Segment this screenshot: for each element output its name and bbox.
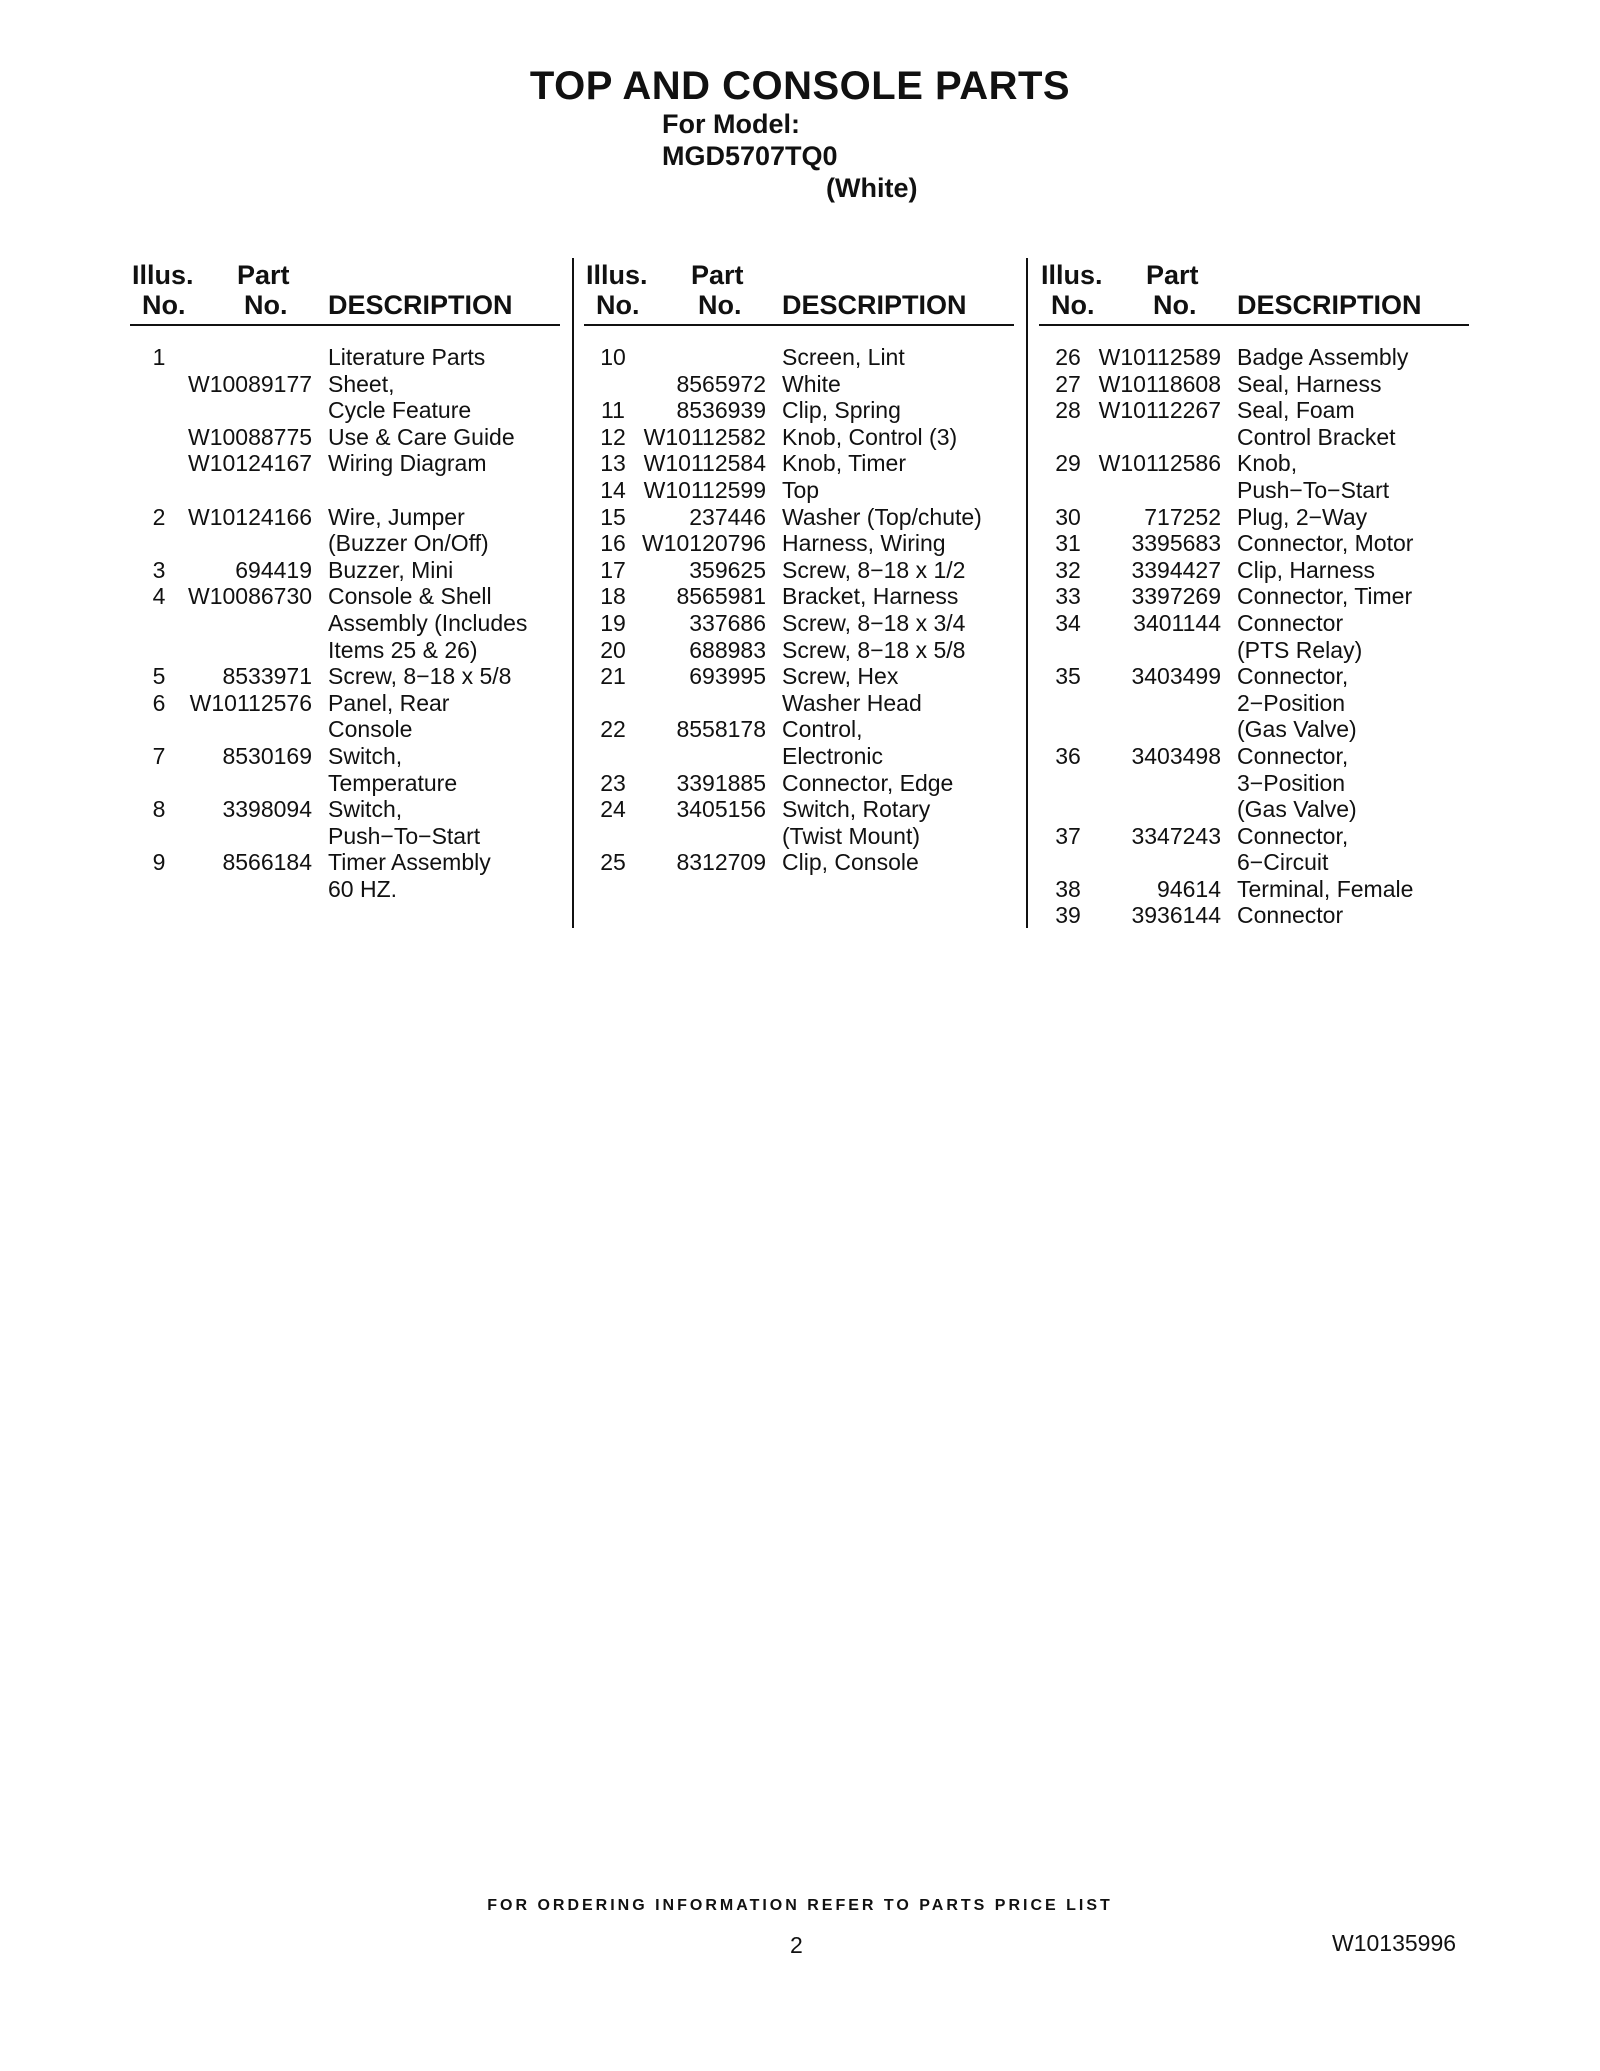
illus-number: 33 — [1055, 583, 1081, 610]
part-number — [188, 823, 328, 850]
illus-number: 36 — [1055, 742, 1081, 769]
illus-number: 11 — [601, 397, 625, 424]
illus-number: 24 — [600, 796, 626, 823]
illus-number: 1 — [152, 344, 166, 370]
table-row — [584, 849, 1014, 876]
table-row — [130, 344, 560, 371]
table-row — [130, 610, 560, 637]
illus-number: 15 — [600, 503, 626, 530]
table-row — [1039, 450, 1469, 477]
table-row — [130, 823, 560, 850]
illus-number: 23 — [600, 769, 626, 796]
part-description: Connector, Edge — [782, 769, 954, 796]
illus-number — [130, 610, 188, 637]
illus-number: 39 — [1055, 902, 1081, 929]
table-row — [1039, 743, 1469, 770]
part-number: 694419 — [235, 556, 312, 583]
table-row — [584, 743, 1014, 770]
part-description: Connector — [1237, 902, 1344, 929]
illus-number — [584, 371, 642, 398]
table-row — [1039, 610, 1469, 637]
illus-number: 38 — [1055, 875, 1081, 902]
page-subtitle — [662, 108, 922, 204]
page-number: 2 — [790, 1932, 803, 1958]
part-number — [188, 637, 328, 664]
part-description: Connector, — [1237, 822, 1349, 849]
part-number — [642, 690, 782, 717]
column-header — [1039, 258, 1469, 326]
illus-number — [130, 397, 188, 424]
table-row — [584, 663, 1014, 690]
part-description: Temperature — [328, 769, 458, 796]
table-row — [584, 530, 1014, 557]
illus-number — [1039, 637, 1097, 664]
part-number: 8536939 — [676, 397, 766, 424]
header-part-no: No. — [698, 290, 742, 320]
illus-number: 37 — [1055, 822, 1081, 849]
part-description: Knob, Timer — [782, 450, 906, 477]
part-number: W10124166 — [188, 503, 313, 530]
part-description: (Buzzer On/Off) — [328, 530, 489, 557]
table-row — [584, 583, 1014, 610]
part-number: 3401144 — [1133, 609, 1221, 636]
table-row — [130, 690, 560, 717]
part-description: Panel, Rear — [328, 689, 450, 716]
header-illus: Illus. — [132, 260, 194, 290]
illus-number: 19 — [600, 609, 626, 636]
illus-number — [1039, 849, 1097, 876]
part-description: Push−To−Start — [328, 822, 481, 849]
illus-number — [130, 716, 188, 743]
part-number: 337686 — [689, 609, 766, 636]
part-number: 3394427 — [1131, 556, 1221, 583]
part-number: 8533971 — [222, 663, 312, 690]
table-row — [1039, 504, 1469, 531]
table-row — [130, 450, 560, 477]
illus-number: 17 — [600, 556, 626, 583]
illus-number: 16 — [600, 530, 626, 557]
part-number — [1097, 424, 1237, 451]
table-row — [130, 876, 560, 903]
part-description: Buzzer, Mini — [328, 556, 454, 583]
part-description: Seal, Harness — [1237, 370, 1382, 397]
table-row — [130, 770, 560, 797]
illus-number: 31 — [1055, 530, 1081, 557]
table-row — [130, 397, 560, 424]
part-number: 3398094 — [222, 796, 312, 823]
part-description: Clip, Harness — [1237, 556, 1376, 583]
illus-number — [130, 637, 188, 664]
illus-number — [130, 530, 188, 557]
table-row — [1039, 716, 1469, 743]
part-description: Connector — [1237, 609, 1344, 636]
part-number: W10112576 — [189, 689, 312, 716]
part-description: Use & Care Guide — [328, 423, 515, 450]
part-number — [1097, 690, 1237, 717]
illus-number — [130, 823, 188, 850]
part-number — [642, 823, 782, 850]
part-number — [188, 530, 328, 557]
table-row — [1039, 530, 1469, 557]
part-number — [188, 344, 328, 371]
illus-number: 30 — [1055, 503, 1081, 530]
table-row — [130, 371, 560, 398]
part-description: Connector, Timer — [1237, 583, 1413, 610]
header-part: Part — [691, 260, 744, 290]
part-description: Connector, — [1237, 663, 1349, 690]
header-illus: Illus. — [586, 260, 648, 290]
part-description: Console — [328, 716, 413, 743]
part-number — [1097, 477, 1237, 504]
part-number: 8565972 — [676, 370, 766, 397]
illus-number — [1039, 796, 1097, 823]
table-row — [1039, 663, 1469, 690]
table-row — [1039, 823, 1469, 850]
table-row — [1039, 397, 1469, 424]
part-number: W10118608 — [1098, 370, 1221, 397]
illus-number: 8 — [152, 796, 166, 823]
part-number: W10112267 — [1098, 397, 1221, 424]
part-description: Screw, 8−18 x 5/8 — [328, 663, 512, 690]
illus-number — [1039, 477, 1097, 504]
illus-number: 10 — [600, 344, 626, 370]
part-description: Screw, 8−18 x 5/8 — [782, 636, 966, 663]
part-description: Connector, Motor — [1237, 530, 1414, 557]
part-number — [642, 344, 782, 371]
part-number — [188, 770, 328, 797]
part-description: Knob, — [1237, 450, 1298, 477]
illus-number — [130, 770, 188, 797]
table-row — [1039, 371, 1469, 398]
illus-number: 4 — [152, 583, 166, 610]
table-row — [130, 530, 560, 557]
part-description: Badge Assembly — [1237, 344, 1409, 370]
part-number — [1097, 849, 1237, 876]
illus-number: 18 — [600, 583, 626, 610]
part-description: Switch, — [328, 742, 403, 769]
table-row — [130, 557, 560, 584]
table-row — [1039, 849, 1469, 876]
part-number: W10088775 — [188, 423, 313, 450]
illus-number: 2 — [152, 503, 166, 530]
part-number — [1097, 796, 1237, 823]
illus-number — [584, 743, 642, 770]
column-header — [130, 258, 560, 326]
illus-number — [584, 823, 642, 850]
document-number: W10135996 — [1332, 1930, 1457, 1956]
part-description: Connector, — [1237, 742, 1349, 769]
table-row — [1039, 876, 1469, 903]
part-number: 8558178 — [676, 716, 766, 743]
header-description: DESCRIPTION — [1237, 290, 1422, 320]
table-row — [584, 344, 1014, 371]
illus-number — [1039, 716, 1097, 743]
parts-list — [1039, 344, 1469, 929]
part-number: 8312709 — [676, 849, 766, 876]
header-illus-no: No. — [596, 290, 640, 320]
part-number: W10086730 — [188, 583, 313, 610]
part-description: Clip, Console — [782, 849, 919, 876]
table-row — [130, 663, 560, 690]
table-row — [130, 637, 560, 664]
table-row — [1039, 796, 1469, 823]
part-number — [188, 610, 328, 637]
illus-number: 34 — [1055, 609, 1081, 636]
part-description: Literature Parts — [328, 344, 486, 370]
illus-number: 20 — [600, 636, 626, 663]
model-color: (White) — [826, 173, 918, 203]
part-description: Items 25 & 26) — [328, 636, 478, 663]
part-description: Bracket, Harness — [782, 583, 959, 610]
header-illus-no: No. — [1051, 290, 1095, 320]
illus-number: 3 — [152, 556, 166, 583]
illus-number: 26 — [1055, 344, 1081, 370]
part-number — [188, 397, 328, 424]
illus-number: 35 — [1055, 663, 1081, 690]
illus-number: 6 — [152, 689, 166, 716]
part-description: Electronic — [782, 742, 883, 769]
table-row — [584, 371, 1014, 398]
part-description: (PTS Relay) — [1237, 636, 1363, 663]
part-number: W10112582 — [643, 423, 766, 450]
part-number: 3403498 — [1131, 742, 1221, 769]
table-row — [584, 397, 1014, 424]
parts-column-1 — [130, 258, 560, 902]
part-description: Screw, 8−18 x 1/2 — [782, 556, 966, 583]
table-row — [130, 849, 560, 876]
part-description: 3−Position — [1237, 769, 1346, 796]
part-description: Push−To−Start — [1237, 476, 1390, 503]
part-number: 94614 — [1157, 875, 1221, 902]
table-row — [130, 716, 560, 743]
header-description: DESCRIPTION — [782, 290, 967, 320]
part-description: Terminal, Female — [1237, 875, 1414, 902]
part-description: Screen, Lint — [782, 344, 905, 370]
part-number — [188, 716, 328, 743]
table-row — [1039, 690, 1469, 717]
table-row — [1039, 637, 1469, 664]
table-row — [1039, 583, 1469, 610]
part-number: 3405156 — [676, 796, 766, 823]
illus-number: 21 — [600, 663, 626, 690]
table-row — [1039, 902, 1469, 929]
table-row — [130, 583, 560, 610]
table-row — [584, 796, 1014, 823]
table-row — [130, 743, 560, 770]
part-description: Seal, Foam — [1237, 397, 1355, 424]
illus-number — [1039, 770, 1097, 797]
part-description: Screw, 8−18 x 3/4 — [782, 609, 966, 636]
parts-list — [584, 344, 1014, 876]
column-divider — [572, 258, 574, 928]
part-number: 237446 — [689, 503, 766, 530]
part-number — [1097, 637, 1237, 664]
table-row — [584, 557, 1014, 584]
illus-number: 12 — [600, 423, 626, 450]
part-number: W10120796 — [642, 530, 767, 557]
part-description: Wiring Diagram — [328, 450, 487, 477]
parts-list — [130, 344, 560, 902]
parts-column-3 — [1039, 258, 1469, 929]
table-row — [584, 450, 1014, 477]
part-number: W10112599 — [643, 476, 766, 503]
table-row — [584, 610, 1014, 637]
table-row — [1039, 344, 1469, 371]
table-row — [1039, 424, 1469, 451]
part-number: 3403499 — [1131, 663, 1221, 690]
part-description: Timer Assembly — [328, 849, 491, 876]
header-part-no: No. — [244, 290, 288, 320]
part-description: (Twist Mount) — [782, 822, 921, 849]
page-title: TOP AND CONSOLE PARTS — [529, 64, 1071, 108]
table-row — [584, 716, 1014, 743]
part-description: White — [782, 370, 841, 397]
table-row — [584, 690, 1014, 717]
part-description: Washer (Top/chute) — [782, 503, 982, 530]
part-number: 3391885 — [676, 769, 766, 796]
illus-number: 25 — [600, 849, 626, 876]
parts-column-2 — [584, 258, 1014, 876]
part-number: 688983 — [689, 636, 766, 663]
illus-number: 22 — [600, 716, 626, 743]
part-number: W10112584 — [643, 450, 766, 477]
illus-number: 27 — [1055, 370, 1081, 397]
part-description: (Gas Valve) — [1237, 716, 1357, 743]
illus-number: 13 — [600, 450, 626, 477]
illus-number — [130, 450, 188, 477]
table-row — [1039, 770, 1469, 797]
part-number: 3395683 — [1131, 530, 1221, 557]
illus-number — [130, 876, 188, 903]
model-label: For Model: MGD5707TQ0 — [662, 109, 838, 171]
part-number: W10089177 — [188, 370, 313, 397]
illus-number — [1039, 424, 1097, 451]
part-number: 359625 — [689, 556, 766, 583]
part-description: Screw, Hex — [782, 663, 899, 690]
part-description: Knob, Control (3) — [782, 423, 958, 450]
part-description: Cycle Feature — [328, 397, 472, 424]
table-row — [584, 504, 1014, 531]
part-description: 60 HZ. — [328, 875, 398, 902]
part-description: Top — [782, 476, 820, 503]
part-description: Sheet, — [328, 370, 395, 397]
part-description: Switch, — [328, 796, 403, 823]
table-row — [584, 637, 1014, 664]
table-row — [584, 424, 1014, 451]
part-description: Assembly (Includes — [328, 609, 528, 636]
part-description: Harness, Wiring — [782, 530, 946, 557]
part-number: 717252 — [1144, 503, 1221, 530]
part-number: W10112589 — [1098, 344, 1221, 370]
header-description: DESCRIPTION — [328, 290, 513, 320]
part-number: 3397269 — [1131, 583, 1221, 610]
part-description: Plug, 2−Way — [1237, 503, 1368, 530]
illus-number: 29 — [1055, 450, 1081, 477]
part-number: 8530169 — [222, 742, 312, 769]
table-row — [584, 770, 1014, 797]
illus-number: 5 — [152, 663, 166, 690]
part-description: Wire, Jumper — [328, 503, 465, 530]
table-row — [130, 796, 560, 823]
part-description: Switch, Rotary — [782, 796, 931, 823]
header-illus-no: No. — [142, 290, 186, 320]
part-number: W10112586 — [1098, 450, 1221, 477]
table-row — [130, 424, 560, 451]
table-row — [584, 477, 1014, 504]
part-number — [1097, 770, 1237, 797]
column-divider — [1026, 258, 1028, 928]
part-description: Washer Head — [782, 689, 922, 716]
part-number — [1097, 716, 1237, 743]
table-row — [1039, 557, 1469, 584]
part-description: (Gas Valve) — [1237, 796, 1357, 823]
illus-number — [130, 371, 188, 398]
header-part: Part — [1146, 260, 1199, 290]
part-number: 3936144 — [1131, 902, 1221, 929]
table-row — [1039, 477, 1469, 504]
part-description: Control Bracket — [1237, 423, 1396, 450]
part-number — [642, 743, 782, 770]
part-number: 693995 — [689, 663, 766, 690]
part-description: 6−Circuit — [1237, 849, 1329, 876]
illus-number — [584, 690, 642, 717]
part-description: Control, — [782, 716, 863, 743]
illus-number: 32 — [1055, 556, 1081, 583]
illus-number: 28 — [1055, 397, 1081, 424]
part-description: Console & Shell — [328, 583, 492, 610]
part-number — [188, 876, 328, 903]
part-number: 8566184 — [222, 849, 312, 876]
table-row — [130, 504, 560, 531]
illus-number — [1039, 690, 1097, 717]
header-part-no: No. — [1153, 290, 1197, 320]
column-header — [584, 258, 1014, 326]
part-number: 3347243 — [1131, 822, 1221, 849]
part-description: Clip, Spring — [782, 397, 901, 424]
illus-number: 9 — [152, 849, 166, 876]
header-part: Part — [237, 260, 290, 290]
illus-number: 7 — [152, 742, 166, 769]
illus-number: 14 — [600, 476, 626, 503]
table-row — [584, 823, 1014, 850]
header-illus: Illus. — [1041, 260, 1103, 290]
illus-number — [130, 424, 188, 451]
part-description: 2−Position — [1237, 689, 1346, 716]
part-number: W10124167 — [188, 450, 313, 477]
part-number: 8565981 — [676, 583, 766, 610]
ordering-footer: FOR ORDERING INFORMATION REFER TO PARTS PRICE LIST — [487, 1897, 1113, 1914]
